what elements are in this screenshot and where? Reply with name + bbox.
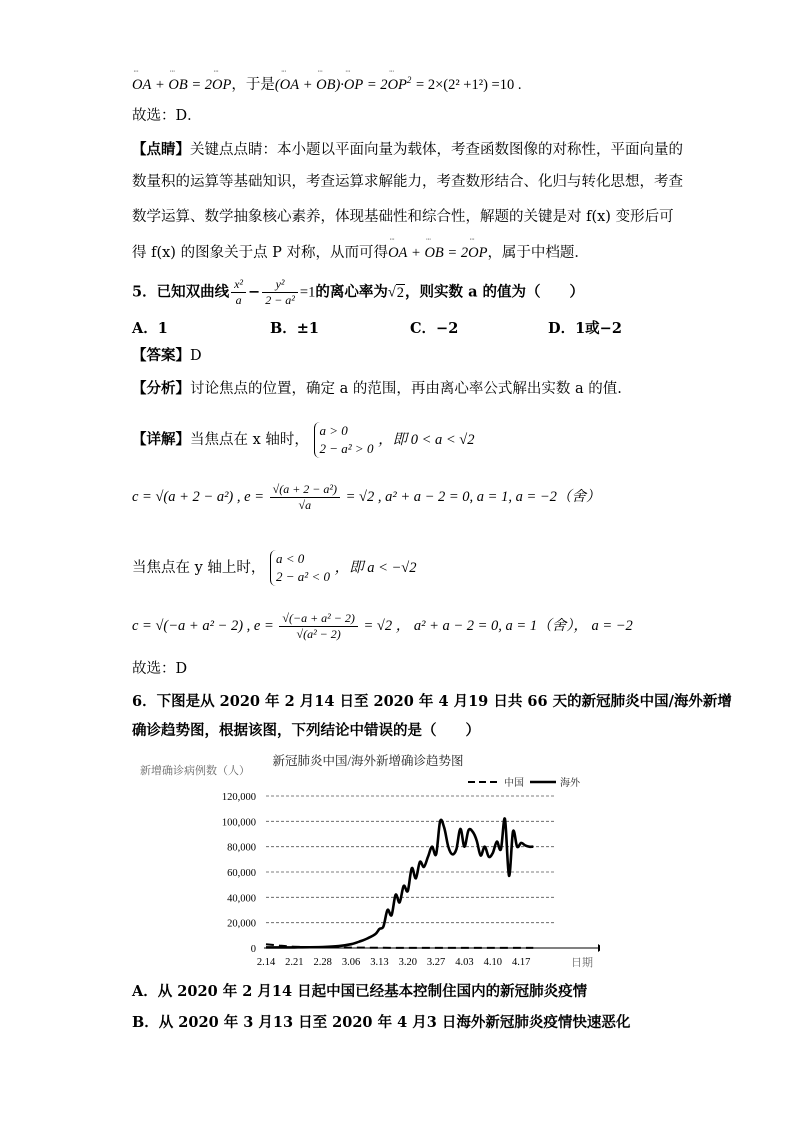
chart-x-ticks (257, 957, 531, 968)
q5-detail-tag: 【详解】 (132, 431, 190, 448)
q5-stem-pre: 5．已知双曲线 (132, 283, 230, 301)
q5-case2-calc-a: c = √(−a + a² − 2) , e = (132, 617, 274, 634)
y-tick-label: 80,000 (227, 842, 256, 854)
x-tick-label: 4.10 (483, 957, 502, 968)
x-tick-label: 2.28 (313, 957, 332, 968)
comment-line-3: 数学运算、数学抽象核心素养，体现基础性和综合性，解题的关键是对 f(x) 变形后可 (132, 209, 674, 225)
q5-analysis: 讨论焦点的位置，确定 a 的范围，再由离心率公式解出实数 a 的值. (190, 381, 622, 397)
q5-option-d[interactable]: D．1或−2 (548, 320, 622, 337)
chart-x-axis-arrow (598, 944, 600, 952)
q5-analysis-tag: 【分析】 (132, 380, 190, 397)
q5-case1-calc (132, 482, 600, 513)
chart-y-ticks (222, 792, 256, 955)
q5-case1-calc-b: = √2 , a² + a − 2 = 0, a = 1, a = −2（舍） (345, 488, 601, 505)
q6-stem-1: 6．下图是从 2020 年 2 月14 日至 2020 年 4 月19 日共 66 天的新冠肺炎中国/海外新增 (132, 693, 732, 710)
y-tick-label: 40,000 (227, 893, 256, 905)
q5-case1-text: 当焦点在 x 轴时， (190, 432, 309, 448)
vector-equation-3: ˙˙˙ OA + ˙˙˙ OB = 2˙˙˙ OP (388, 245, 487, 261)
chart-title: 新冠肺炎中国/海外新增确诊趋势图 (272, 754, 464, 768)
q5-detail-case2 (132, 550, 417, 586)
y-tick-label: 20,000 (227, 918, 256, 930)
q5-case1-system: a > 0 2 − a² > 0 (314, 422, 374, 458)
prev-answer: 故选：D． (132, 108, 202, 124)
q5-stem-post: 的离心率为 (315, 283, 388, 301)
x-tick-label: 2.14 (256, 957, 276, 968)
chart-y-axis-label: 新增确诊病例数（人） (140, 765, 250, 777)
q6-option-a[interactable]: A．从 2020 年 2 月14 日起中国已经基本控制住国内的新冠肺炎疫情 (132, 983, 588, 1000)
y-tick-label: 120,000 (221, 792, 256, 803)
comment-text-4b: ，属于中档题． (487, 245, 589, 261)
q5-case2-ecc-fraction: $\frac{\text{√(−a + a² − 2)}}{\text{√(a² − 2)}}$ (279, 611, 357, 642)
trend-chart-svg (130, 748, 600, 970)
vector-equation-1: ˙˙˙ OA + ˙˙˙ OB = 2˙˙˙ OP (132, 77, 231, 93)
q5-option-c[interactable]: C．−2 (410, 320, 459, 337)
q5-answer-tag: 【答案】 (132, 347, 190, 364)
vector-equation-2: (˙˙˙ OA + ˙˙˙ OB)·˙˙˙ OP = 2˙˙˙ $OP^2$ (275, 77, 412, 93)
prev-text-connector: ，于是 (231, 76, 275, 93)
q5-case1-result: ，即 0 < a < √2 (378, 432, 475, 448)
q5-case1-ecc-fraction: $\frac{\text{√(a + 2 − a²)}}{√a}$ (270, 482, 340, 513)
x-tick-label: 3.13 (370, 957, 389, 968)
q5-case2-result: ，即 a < −√2 (334, 560, 417, 576)
q5-option-a[interactable]: A．1 (132, 320, 168, 337)
comment-text-1: 关键点点睛：本小题以平面向量为载体，考查函数图像的对称性，平面向量的 (190, 142, 683, 158)
legend-overseas-label: 海外 (560, 778, 580, 789)
q5-analysis-line (132, 379, 622, 399)
comment-line-2: 数量积的运算等基础知识，考查运算求解能力，考查数形结合、化归与转化思想，考查 (132, 174, 683, 190)
legend-china-label: 中国 (504, 778, 524, 789)
comment-tag: 【点睛】 (132, 141, 190, 158)
q5-case1-calc-a: c = √(a + 2 − a²) , e = (132, 488, 264, 505)
x-tick-label: 4.03 (455, 957, 474, 968)
q5-case2-system: a < 0 2 − a² < 0 (270, 550, 330, 586)
q5-answer: D (190, 348, 202, 364)
prev-equation-result: = 2×(2² +1²) =10 . (416, 76, 522, 93)
q5-answer-line (132, 346, 202, 366)
q5-case2-text: 当焦点在 y 轴上时， (132, 560, 266, 576)
comment-line-4 (132, 243, 589, 263)
prev-vector-line (132, 70, 521, 95)
q5-detail-case1 (132, 422, 474, 458)
q5-case2-calc-b: = √2 ， a² + a − 2 = 0, a = 1（舍）， a = −2 (363, 617, 633, 634)
q6-option-b[interactable]: B．从 2020 年 3 月13 日至 2020 年 4 月3 日海外新冠肺炎疫情快速恶化 (132, 1014, 631, 1031)
comment-line-1 (132, 140, 683, 160)
x-tick-label: 4.17 (511, 957, 531, 968)
q5-answer-final: 故选：D (132, 661, 188, 677)
x-tick-label: 2.21 (285, 957, 304, 968)
trend-chart (130, 748, 600, 970)
y-tick-label: 100,000 (221, 817, 256, 829)
q5-fraction-y: $\frac{\text{y²}}{\text{2 − a²}}$ (262, 277, 298, 308)
q5-option-b[interactable]: B．±1 (270, 320, 319, 337)
y-tick-label: 0 (250, 944, 256, 955)
q5-stem-end: ，则实数 a 的值为（ ） (405, 283, 585, 301)
q6-stem-2: 确诊趋势图，根据该图，下列结论中错误的是（ ） (132, 722, 480, 739)
x-tick-label: 3.20 (398, 957, 417, 968)
x-tick-label: 3.27 (426, 957, 446, 968)
x-tick-label: 3.06 (341, 957, 361, 968)
comment-text-4a: 得 f(x) 的图象关于点 P 对称，从而可得 (132, 245, 389, 261)
y-tick-label: 60,000 (227, 868, 256, 879)
chart-x-axis-label: 日期 (571, 957, 593, 969)
q5-fraction-x: $\frac{\text{x²}}{a}$ (231, 277, 246, 308)
q5-stem: 5．已知双曲线 $\frac{\text{x²}}{a}$ − $\frac{\text{y²}}{\text{2 − a²}}$ =1的离心率为√2，则实数 a 的值为（ ） (132, 277, 585, 307)
series-overseas-line (266, 818, 533, 947)
q5-case2-calc (132, 611, 633, 642)
